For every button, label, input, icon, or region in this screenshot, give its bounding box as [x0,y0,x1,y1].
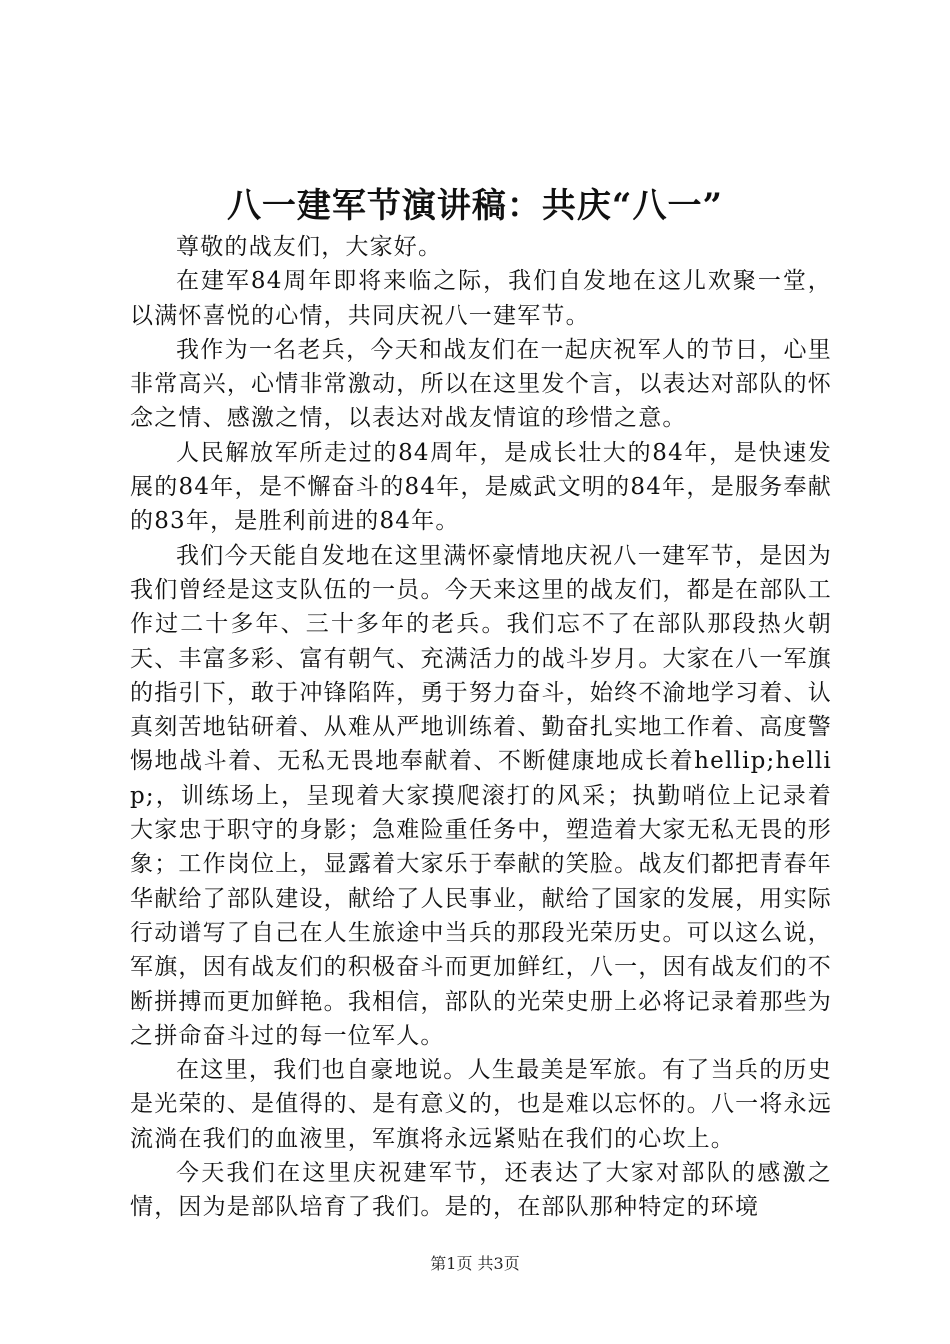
document-title: 八一建军节演讲稿：共庆“八一” [226,186,724,226]
paragraph-greeting: 尊敬的战友们，大家好。 [176,234,443,260]
document-body [130,230,832,1225]
paragraph-gratitude: 今天我们在这里庆祝建军节，还表达了大家对部队的感激之情，因为是部队培育了我们。是的，在部队那种特定的环境 [130,1160,832,1221]
paragraph-veteran: 我作为一名老兵，今天和战友们在一起庆祝军人的节日，心里非常高兴，心情非常激动，所以在这里发个言，以表达对部队的怀念之情、感激之情，以表达对战友情谊的珍惜之意。 [130,336,832,432]
paragraph-memories: 我们今天能自发地在这里满怀豪情地庆祝八一建军节，是因为我们曾经是这支队伍的一员。今天来这里的战友们，都是在部队工作过二十多年、三十多年的老兵。我们忘不了在部队那段热火朝天、丰富多彩、富有朝气、充满活力的战斗岁月。大家在八一军旗的指引下，敢于冲锋陷阵，勇于努力奋斗，始终不渝地学习着、认真刻苦地钻研着、从难从严地训练着、勤奋扎实地工作着、高度警惕地战斗着、无私无畏地奉献着、不断健康地成长着hellip;hellip;，训练场上，呈现着大家摸爬滚打的风采；执勤哨位上记录着大家忠于职守的身影；急难险重任务中，塑造着大家无私无畏的形象；工作岗位上，显露着大家乐于奉献的笑脸。战友们都把青春年华献给了部队建设，献给了人民事业，献给了国家的发展，用实际行动谱写了自己在人生旅途中当兵的那段光荣历史。可以这么说，军旗，因有战友们的积极奋斗而更加鲜红，八一，因有战友们的不断拼搏而更加鲜艳。我相信，部队的光荣史册上必将记录着那些为之拼命奋斗过的每一位军人。 [130,542,832,1049]
paragraph-opening: 在建军84周年即将来临之际，我们自发地在这儿欢聚一堂，以满怀喜悦的心情，共同庆祝八一建军节。 [130,268,832,329]
paragraph-pride: 在这里，我们也自豪地说。人生最美是军旅。有了当兵的历史是光荣的、是值得的、是有意义的，也是难以忘怀的。八一将永远流淌在我们的血液里，军旗将永远紧贴在我们的心坎上。 [130,1057,832,1152]
paragraph-history: 人民解放军所走过的84周年，是成长壮大的84年，是快速发展的84年，是不懈奋斗的84年，是威武文明的84年，是服务奉献的83年，是胜利前进的84年。 [130,439,832,535]
page-footer: 第1页 共3页 [430,1254,520,1273]
